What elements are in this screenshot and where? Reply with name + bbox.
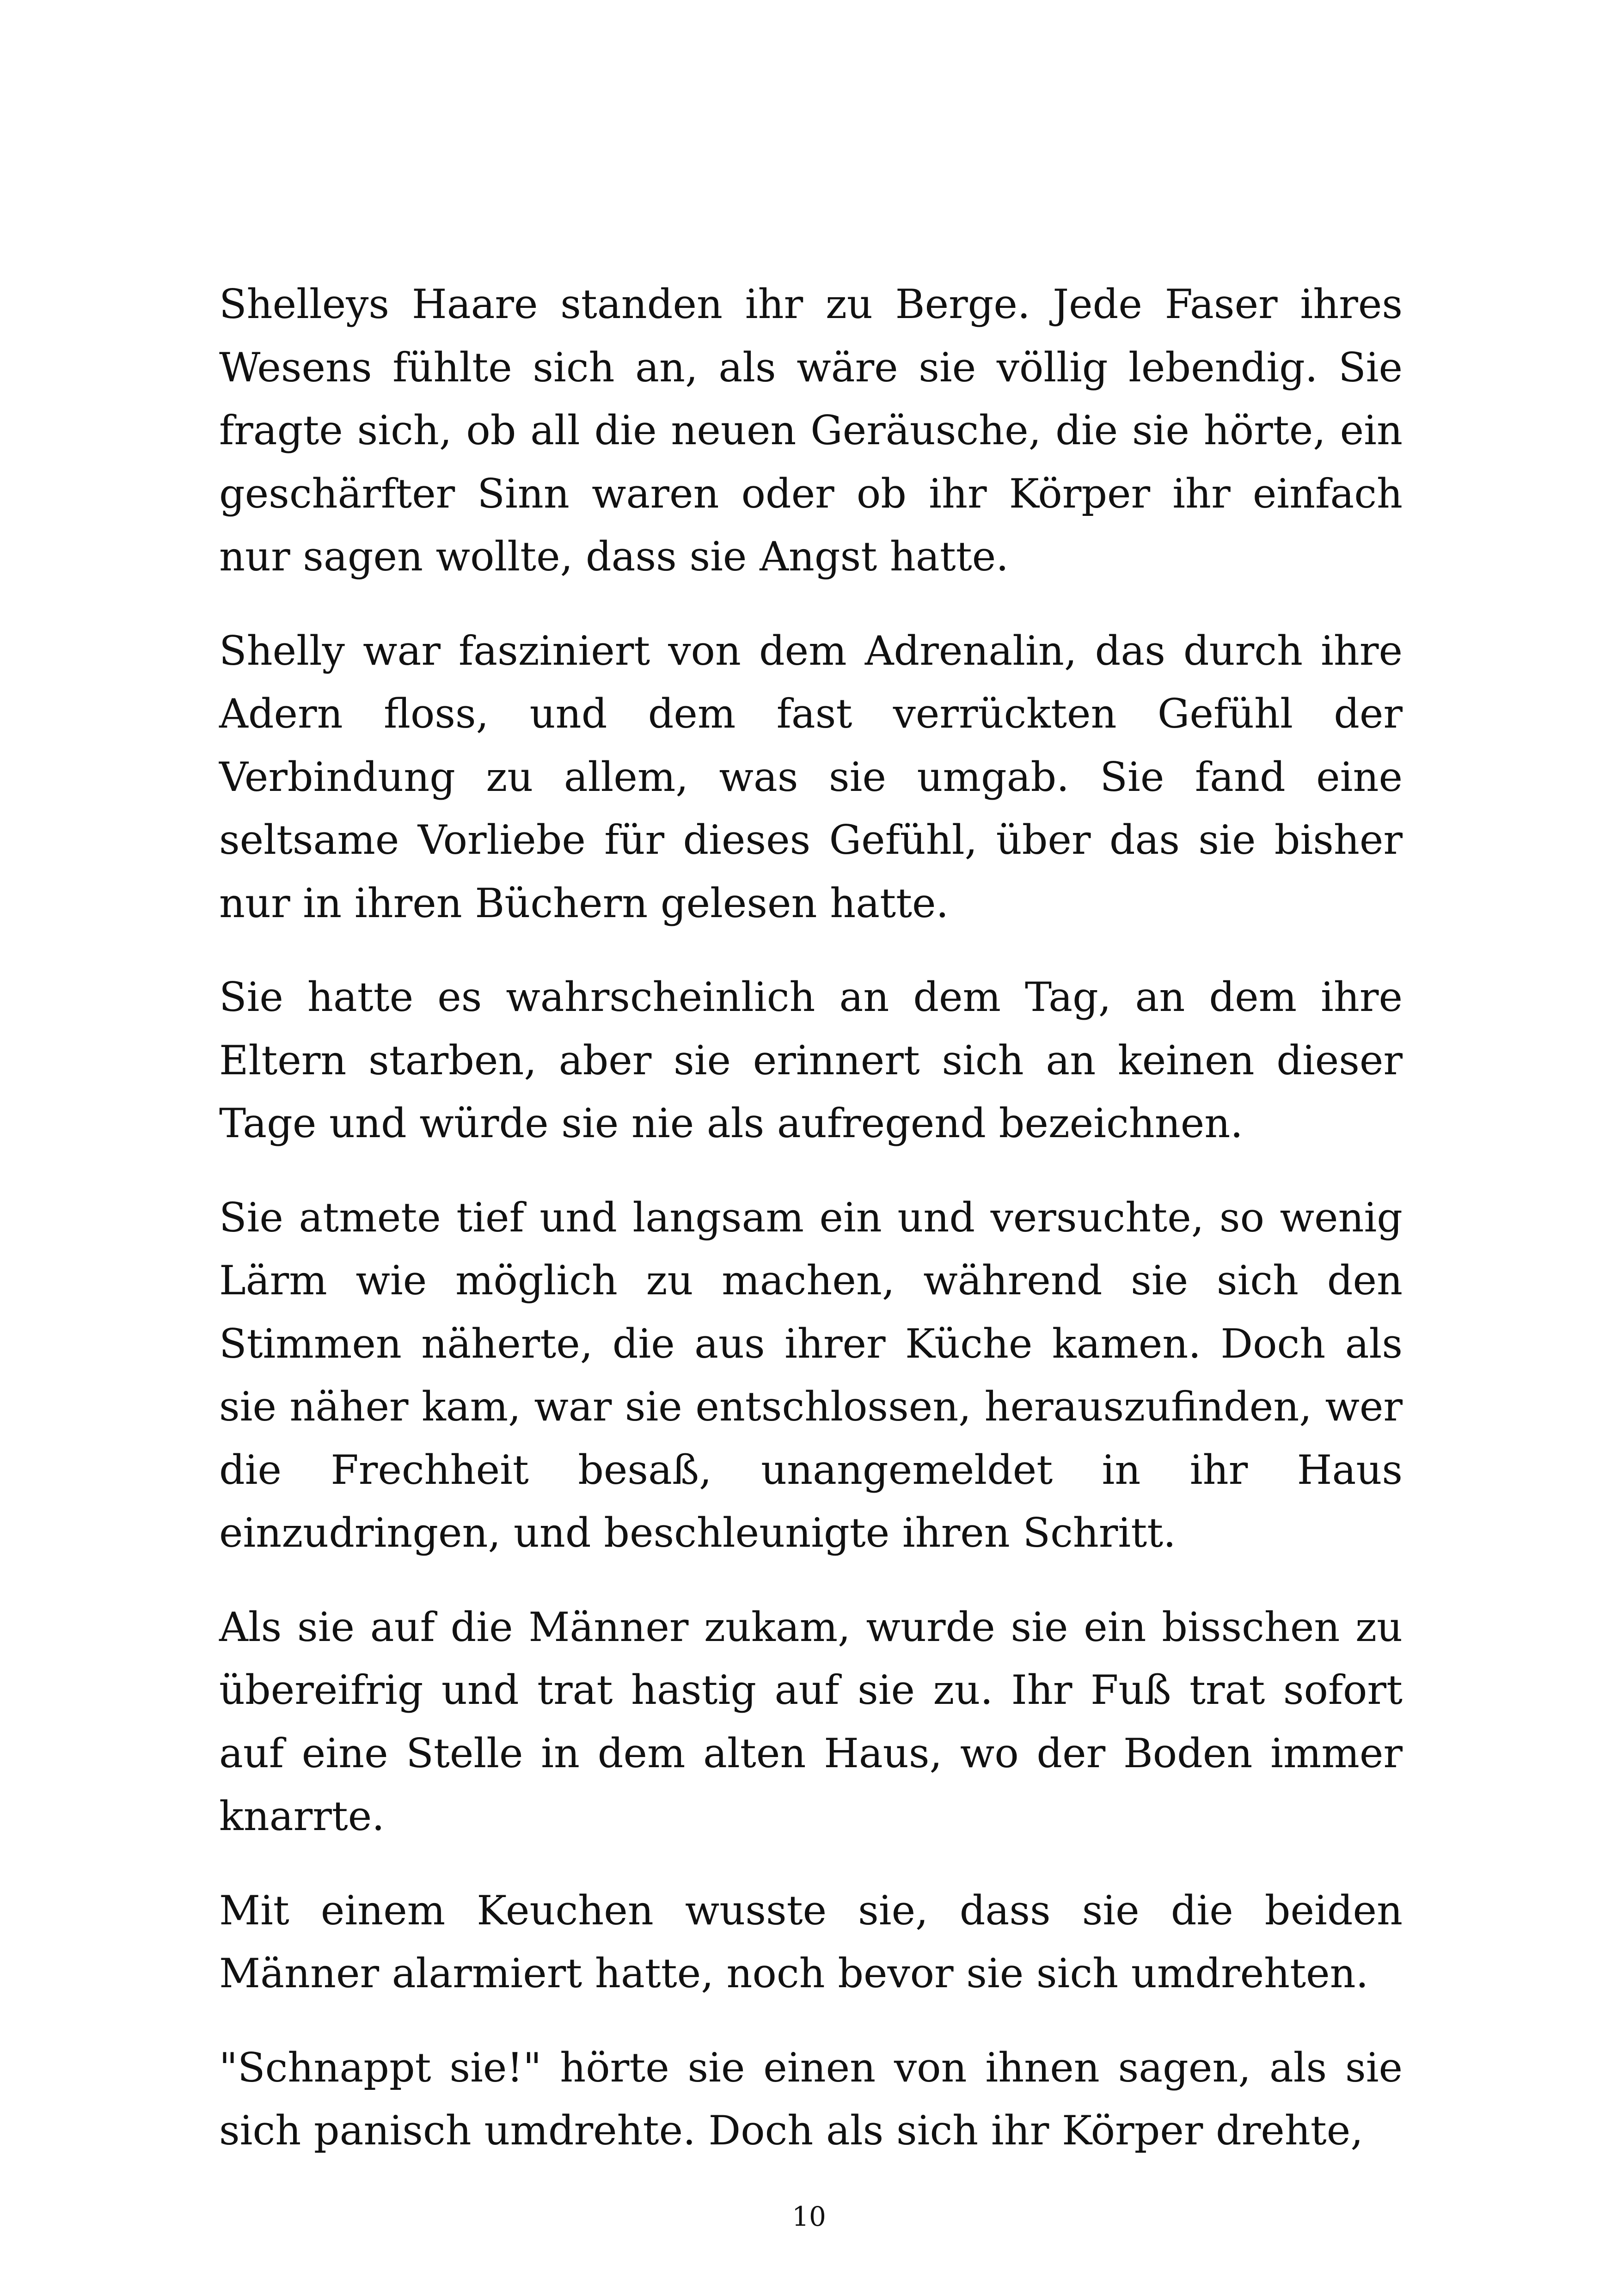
paragraph-7: "Schnappt sie!" hörte sie einen von ihnen sagen, als sie sich panisch umdrehte. Doch als sich ihr Körper drehte, [219, 2044, 1403, 2154]
paragraph-5: Als sie auf die Männer zukam, wurde sie ein bisschen zu übereifrig und trat hastig auf sie zu. Ihr Fuß trat sofort auf eine Stelle in dem alten Haus, wo der Boden immer knarrte. [219, 1603, 1403, 1840]
body-text [219, 273, 1403, 2162]
paragraph-1: Shelleys Haare standen ihr zu Berge. Jede Faser ihres Wesens fühlte sich an, als wäre sie völlig lebendig. Sie fragte sich, ob all die neuen Geräusche, die sie hörte, ein geschärfter Sinn waren oder ob ihr Körper ihr einfach nur sagen wollte, dass sie Angst hatte. [219, 281, 1403, 580]
paragraph-4: Sie atmete tief und langsam ein und versuchte, so wenig Lärm wie möglich zu machen, während sie sich den Stimmen näherte, die aus ihrer Küche kamen. Doch als sie näher kam, war sie entschlossen, herauszufinden, wer die Frechheit besaß, unangemeldet in ihr Haus einzudringen, und beschleunigte ihren Schritt. [219, 1194, 1403, 1556]
paragraph-2: Shelly war fasziniert von dem Adrenalin, das durch ihre Adern floss, und dem fast verrückten Gefühl der Verbindung zu allem, was sie umgab. Sie fand eine seltsame Vorliebe für dieses Gefühl, über das sie bisher nur in ihren Büchern gelesen hatte. [219, 627, 1403, 927]
paragraph-6: Mit einem Keuchen wusste sie, dass sie die beiden Männer alarmiert hatte, noch bevor sie sich umdrehten. [219, 1886, 1403, 1997]
page-number: 10 [792, 2201, 826, 2232]
paragraph-3: Sie hatte es wahrscheinlich an dem Tag, an dem ihre Eltern starben, aber sie erinnert sich an keinen dieser Tage und würde sie nie als aufregend bezeichnen. [219, 974, 1403, 1147]
